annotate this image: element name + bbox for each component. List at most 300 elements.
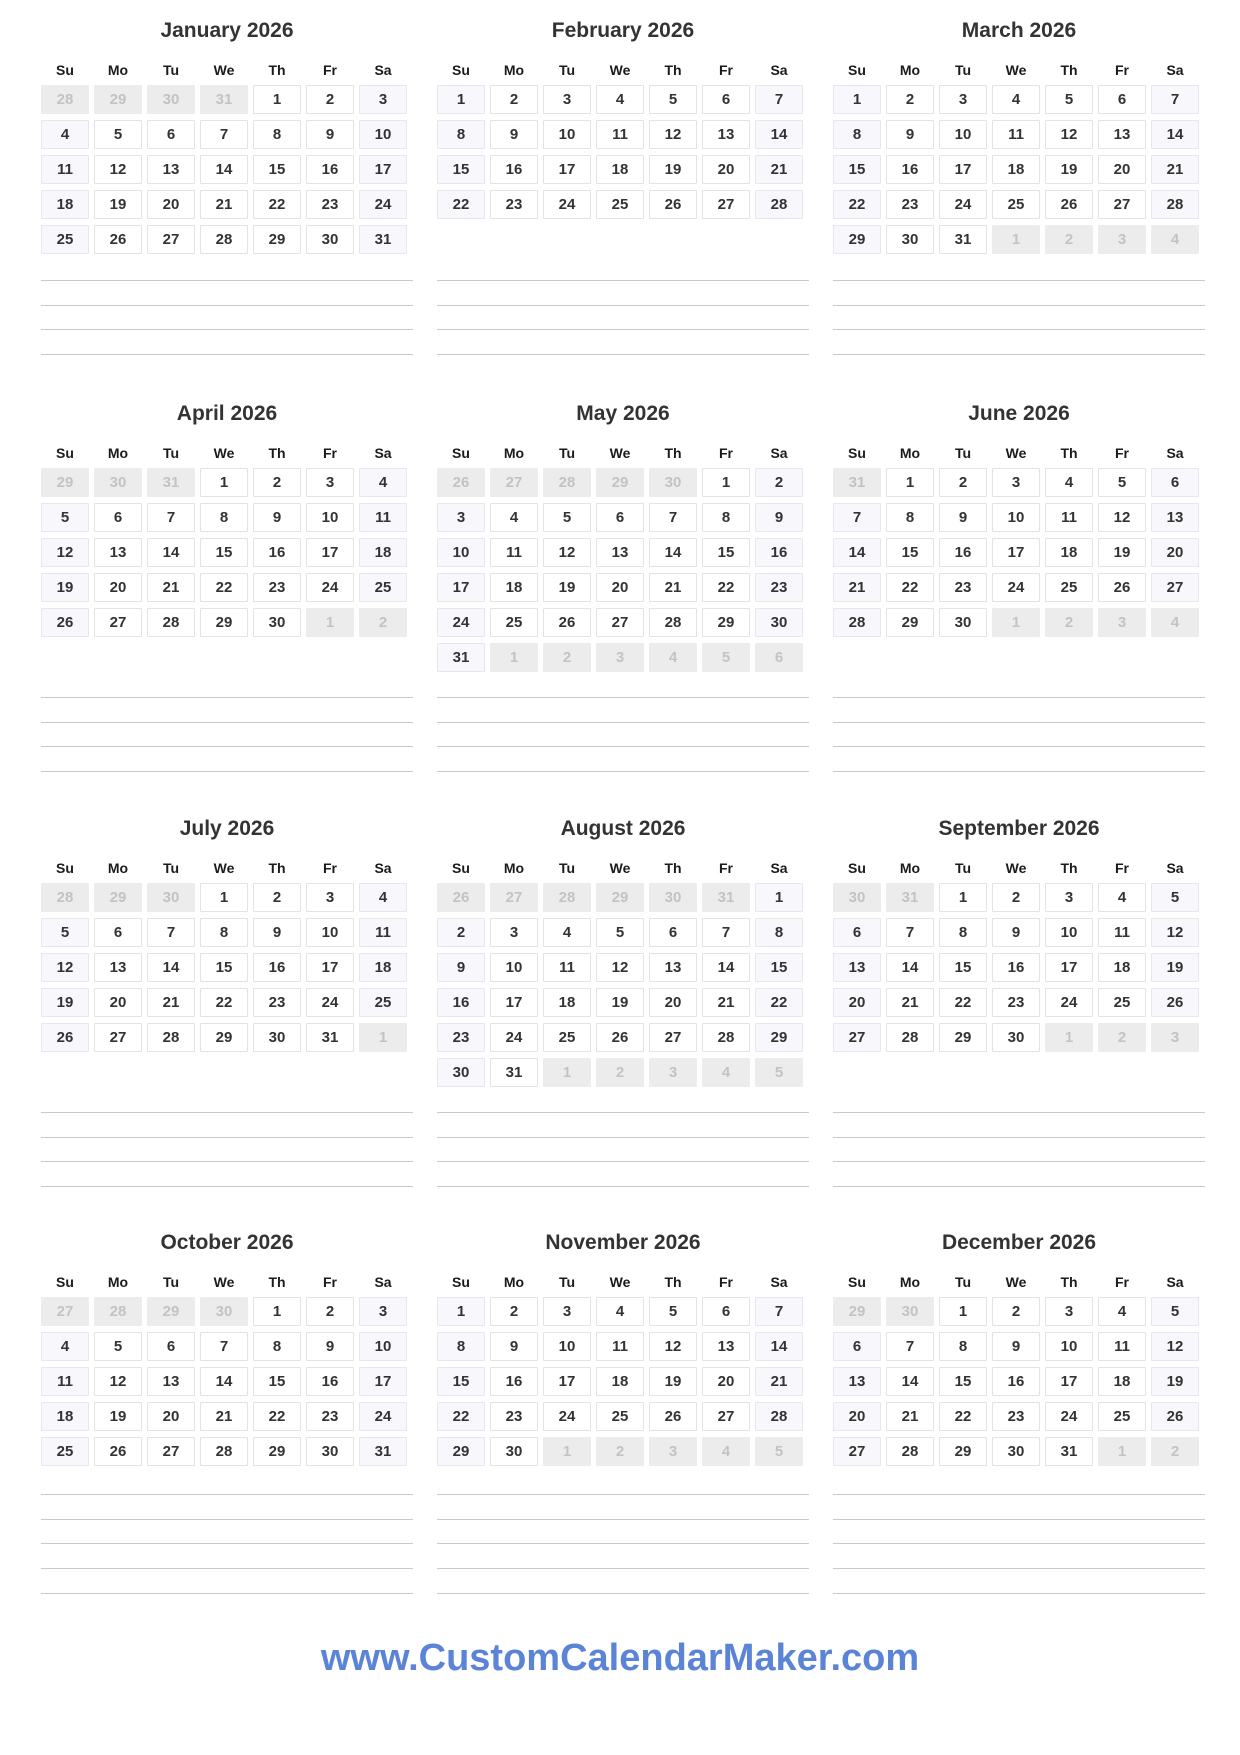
day-cell: 15 [437, 155, 485, 184]
day-cell: 1 [833, 85, 881, 114]
day-cell: 23 [490, 1402, 538, 1431]
month-title: March 2026 [961, 19, 1077, 42]
day-cell: 4 [41, 1332, 89, 1361]
day-cell: 17 [543, 155, 591, 184]
day-cell: 6 [833, 1332, 881, 1361]
day-cell: 7 [702, 918, 750, 947]
day-cell: 31 [359, 1437, 407, 1466]
month-august-2026 [437, 812, 809, 1087]
day-cell: 11 [41, 155, 89, 184]
day-cell: 29 [253, 225, 301, 254]
day-cell: 13 [147, 155, 195, 184]
day-cell: 19 [41, 988, 89, 1017]
day-cell: 1 [939, 883, 987, 912]
day-cell: 26 [94, 225, 142, 254]
day-cell: 4 [359, 883, 407, 912]
day-cell: 19 [94, 190, 142, 219]
day-cell: 27 [94, 1023, 142, 1052]
weekday-header-fr: Fr [1115, 62, 1129, 78]
day-cell: 29 [939, 1437, 987, 1466]
day-cell-adjacent-month: 28 [543, 468, 591, 497]
day-cell: 13 [94, 538, 142, 567]
day-cell: 24 [306, 573, 354, 602]
weekday-header-fr: Fr [1115, 445, 1129, 461]
day-cell: 22 [833, 190, 881, 219]
day-cell: 11 [359, 918, 407, 947]
month-title: May 2026 [576, 402, 670, 425]
day-cell: 21 [147, 988, 195, 1017]
day-cell: 25 [490, 608, 538, 637]
day-cell: 30 [306, 1437, 354, 1466]
weekday-header-mo: Mo [899, 1274, 921, 1290]
day-cell: 5 [94, 1332, 142, 1361]
note-line [833, 1186, 1205, 1187]
day-cell-adjacent-month: 5 [702, 643, 750, 672]
day-cell: 15 [939, 1367, 987, 1396]
day-cell: 12 [649, 120, 697, 149]
day-cell: 22 [939, 988, 987, 1017]
day-cell-adjacent-month: 2 [596, 1058, 644, 1087]
day-cell-adjacent-month: 31 [886, 883, 934, 912]
weekday-header-su: Su [452, 445, 470, 461]
day-cell: 26 [649, 190, 697, 219]
day-cell: 11 [359, 503, 407, 532]
note-line [437, 280, 809, 281]
day-grid [833, 883, 1205, 1052]
weekday-header-sa: Sa [1166, 1274, 1184, 1290]
day-cell: 12 [1151, 1332, 1199, 1361]
day-cell-adjacent-month: 5 [755, 1058, 803, 1087]
day-cell: 13 [147, 1367, 195, 1396]
day-cell: 2 [992, 883, 1040, 912]
day-cell: 23 [253, 988, 301, 1017]
day-cell: 19 [543, 573, 591, 602]
weekday-header-su: Su [848, 860, 866, 876]
day-cell: 22 [702, 573, 750, 602]
weekday-header-row [437, 858, 809, 878]
day-cell: 30 [437, 1058, 485, 1087]
weekday-header-fr: Fr [323, 445, 337, 461]
day-cell: 31 [1045, 1437, 1093, 1466]
note-line [833, 722, 1205, 723]
weekday-header-mo: Mo [107, 860, 129, 876]
day-cell-adjacent-month: 2 [596, 1437, 644, 1466]
day-cell: 12 [41, 953, 89, 982]
day-cell-adjacent-month: 30 [200, 1297, 248, 1326]
day-cell: 29 [437, 1437, 485, 1466]
day-cell: 26 [649, 1402, 697, 1431]
day-cell: 9 [253, 918, 301, 947]
weekday-header-su: Su [848, 1274, 866, 1290]
day-cell: 17 [992, 538, 1040, 567]
day-cell: 18 [490, 573, 538, 602]
day-cell: 28 [200, 225, 248, 254]
weekday-header-we: We [213, 860, 235, 876]
day-cell: 19 [1151, 953, 1199, 982]
day-cell: 29 [939, 1023, 987, 1052]
day-cell: 29 [200, 608, 248, 637]
day-cell: 16 [755, 538, 803, 567]
day-cell: 27 [702, 1402, 750, 1431]
day-cell: 9 [306, 120, 354, 149]
weekday-header-we: We [609, 445, 631, 461]
month-september-2026 [833, 812, 1205, 1052]
day-cell: 24 [543, 1402, 591, 1431]
day-cell: 5 [649, 85, 697, 114]
day-cell: 7 [200, 1332, 248, 1361]
day-cell: 10 [1045, 1332, 1093, 1361]
weekday-header-th: Th [268, 62, 286, 78]
day-cell: 4 [490, 503, 538, 532]
weekday-header-tu: Tu [558, 860, 576, 876]
day-cell: 1 [437, 1297, 485, 1326]
day-cell: 16 [939, 538, 987, 567]
note-line [437, 1161, 809, 1162]
day-cell: 17 [1045, 953, 1093, 982]
day-cell: 23 [306, 190, 354, 219]
day-cell: 11 [41, 1367, 89, 1396]
day-cell: 13 [833, 953, 881, 982]
day-cell: 26 [94, 1437, 142, 1466]
day-cell: 20 [94, 988, 142, 1017]
day-cell: 19 [1151, 1367, 1199, 1396]
weekday-header-sa: Sa [374, 1274, 392, 1290]
day-cell: 4 [992, 85, 1040, 114]
weekday-header-th: Th [664, 62, 682, 78]
day-grid [41, 468, 413, 637]
day-cell: 2 [886, 85, 934, 114]
day-cell: 3 [1045, 1297, 1093, 1326]
day-cell: 27 [147, 225, 195, 254]
day-cell: 7 [833, 503, 881, 532]
day-cell-adjacent-month: 29 [94, 883, 142, 912]
day-cell: 22 [200, 988, 248, 1017]
weekday-header-row [41, 443, 413, 463]
day-cell: 15 [939, 953, 987, 982]
day-cell: 23 [490, 190, 538, 219]
day-cell: 20 [94, 573, 142, 602]
day-cell: 2 [306, 1297, 354, 1326]
day-cell: 7 [886, 918, 934, 947]
weekday-header-row [41, 858, 413, 878]
weekday-header-mo: Mo [503, 62, 525, 78]
day-cell-adjacent-month: 31 [147, 468, 195, 497]
weekday-header-th: Th [664, 1274, 682, 1290]
day-cell: 4 [41, 120, 89, 149]
month-title: December 2026 [941, 1231, 1097, 1254]
weekday-header-row [833, 443, 1205, 463]
month-title: January 2026 [160, 19, 294, 42]
day-cell: 25 [359, 573, 407, 602]
note-line [41, 722, 413, 723]
day-cell-adjacent-month: 30 [833, 883, 881, 912]
note-line [833, 305, 1205, 306]
day-cell: 11 [1098, 918, 1146, 947]
day-cell: 14 [702, 953, 750, 982]
weekday-header-tu: Tu [162, 62, 180, 78]
weekday-header-row [437, 443, 809, 463]
day-cell: 2 [490, 85, 538, 114]
day-cell: 28 [833, 608, 881, 637]
day-cell: 23 [437, 1023, 485, 1052]
day-cell: 22 [437, 1402, 485, 1431]
weekday-header-sa: Sa [770, 1274, 788, 1290]
day-cell: 23 [886, 190, 934, 219]
day-cell: 6 [94, 503, 142, 532]
note-line [41, 697, 413, 698]
day-cell: 16 [437, 988, 485, 1017]
day-cell-adjacent-month: 3 [1098, 608, 1146, 637]
day-grid [833, 468, 1205, 637]
day-cell: 28 [702, 1023, 750, 1052]
note-line [437, 697, 809, 698]
day-cell: 2 [253, 883, 301, 912]
weekday-header-row [437, 60, 809, 80]
day-cell-adjacent-month: 1 [1045, 1023, 1093, 1052]
day-cell: 15 [253, 155, 301, 184]
day-cell: 24 [1045, 1402, 1093, 1431]
note-line [41, 1593, 413, 1594]
day-cell: 21 [1151, 155, 1199, 184]
day-cell: 5 [1098, 468, 1146, 497]
day-cell: 17 [359, 1367, 407, 1396]
day-cell-adjacent-month: 28 [41, 85, 89, 114]
day-cell: 26 [1098, 573, 1146, 602]
day-cell: 27 [702, 190, 750, 219]
day-cell: 19 [649, 1367, 697, 1396]
weekday-header-row [437, 1272, 809, 1292]
day-cell-adjacent-month: 4 [702, 1058, 750, 1087]
day-cell: 1 [253, 85, 301, 114]
note-line [41, 280, 413, 281]
weekday-header-sa: Sa [374, 445, 392, 461]
day-cell: 5 [1151, 1297, 1199, 1326]
day-cell: 27 [147, 1437, 195, 1466]
day-cell: 3 [359, 1297, 407, 1326]
day-cell: 1 [939, 1297, 987, 1326]
day-cell: 12 [596, 953, 644, 982]
weekday-header-mo: Mo [503, 445, 525, 461]
weekday-header-su: Su [56, 62, 74, 78]
day-cell: 29 [886, 608, 934, 637]
weekday-header-su: Su [56, 860, 74, 876]
day-cell: 15 [833, 155, 881, 184]
day-cell: 20 [833, 1402, 881, 1431]
day-cell-adjacent-month: 2 [1098, 1023, 1146, 1052]
day-cell-adjacent-month: 26 [437, 883, 485, 912]
day-cell-adjacent-month: 28 [94, 1297, 142, 1326]
day-cell: 15 [886, 538, 934, 567]
day-grid [41, 883, 413, 1052]
day-cell: 16 [306, 1367, 354, 1396]
note-line [833, 1161, 1205, 1162]
day-cell: 26 [543, 608, 591, 637]
day-cell: 18 [359, 953, 407, 982]
day-cell-adjacent-month: 30 [147, 883, 195, 912]
day-cell: 12 [649, 1332, 697, 1361]
weekday-header-we: We [609, 62, 631, 78]
month-title: October 2026 [160, 1231, 294, 1254]
day-cell: 14 [649, 538, 697, 567]
day-cell: 17 [939, 155, 987, 184]
day-cell-adjacent-month: 1 [543, 1058, 591, 1087]
day-cell: 5 [649, 1297, 697, 1326]
note-line [41, 1186, 413, 1187]
day-cell: 25 [359, 988, 407, 1017]
day-cell: 22 [939, 1402, 987, 1431]
day-cell-adjacent-month: 30 [649, 468, 697, 497]
day-cell-adjacent-month: 4 [1151, 225, 1199, 254]
day-cell: 23 [939, 573, 987, 602]
weekday-header-sa: Sa [374, 62, 392, 78]
day-cell: 29 [833, 225, 881, 254]
day-cell: 4 [543, 918, 591, 947]
day-cell: 3 [306, 883, 354, 912]
weekday-header-th: Th [268, 860, 286, 876]
month-april-2026 [41, 397, 413, 637]
day-cell: 24 [359, 190, 407, 219]
day-cell: 15 [200, 953, 248, 982]
weekday-header-sa: Sa [770, 445, 788, 461]
day-cell: 28 [649, 608, 697, 637]
day-cell: 16 [886, 155, 934, 184]
note-line [41, 1519, 413, 1520]
day-cell: 4 [1098, 1297, 1146, 1326]
weekday-header-we: We [213, 62, 235, 78]
day-cell: 25 [41, 225, 89, 254]
weekday-header-tu: Tu [558, 445, 576, 461]
weekday-header-fr: Fr [719, 62, 733, 78]
day-cell-adjacent-month: 4 [702, 1437, 750, 1466]
day-grid [833, 85, 1205, 254]
day-cell-adjacent-month: 27 [41, 1297, 89, 1326]
weekday-header-su: Su [848, 62, 866, 78]
day-cell: 24 [543, 190, 591, 219]
day-cell: 21 [147, 573, 195, 602]
weekday-header-fr: Fr [1115, 860, 1129, 876]
weekday-header-sa: Sa [1166, 860, 1184, 876]
note-line [41, 1543, 413, 1544]
day-cell: 15 [702, 538, 750, 567]
day-grid [437, 1297, 809, 1466]
note-line [41, 746, 413, 747]
day-cell: 29 [253, 1437, 301, 1466]
day-cell: 12 [41, 538, 89, 567]
day-cell: 31 [437, 643, 485, 672]
day-cell: 25 [1045, 573, 1093, 602]
note-line [437, 771, 809, 772]
day-cell: 3 [306, 468, 354, 497]
weekday-header-tu: Tu [162, 1274, 180, 1290]
day-cell: 27 [833, 1023, 881, 1052]
weekday-header-su: Su [56, 1274, 74, 1290]
day-cell: 21 [886, 1402, 934, 1431]
day-cell: 8 [437, 1332, 485, 1361]
weekday-header-tu: Tu [954, 445, 972, 461]
day-cell: 29 [755, 1023, 803, 1052]
day-cell: 20 [833, 988, 881, 1017]
day-cell-adjacent-month: 31 [702, 883, 750, 912]
day-cell: 5 [41, 503, 89, 532]
month-january-2026 [41, 14, 413, 254]
weekday-header-row [833, 60, 1205, 80]
month-december-2026 [833, 1226, 1205, 1466]
day-cell: 14 [833, 538, 881, 567]
day-cell: 21 [755, 155, 803, 184]
day-cell: 3 [359, 85, 407, 114]
day-cell: 19 [596, 988, 644, 1017]
day-cell: 18 [41, 1402, 89, 1431]
day-cell: 6 [649, 918, 697, 947]
day-cell: 16 [992, 1367, 1040, 1396]
day-cell: 18 [41, 190, 89, 219]
day-cell: 25 [596, 1402, 644, 1431]
weekday-header-th: Th [664, 860, 682, 876]
day-cell: 7 [200, 120, 248, 149]
day-cell: 3 [992, 468, 1040, 497]
day-cell: 10 [543, 120, 591, 149]
note-line [437, 1543, 809, 1544]
day-cell: 2 [490, 1297, 538, 1326]
day-cell: 13 [94, 953, 142, 982]
note-line [833, 746, 1205, 747]
day-cell: 10 [1045, 918, 1093, 947]
day-cell: 18 [596, 155, 644, 184]
weekday-header-we: We [213, 445, 235, 461]
day-cell: 5 [596, 918, 644, 947]
day-cell: 24 [437, 608, 485, 637]
day-cell: 8 [253, 1332, 301, 1361]
day-cell: 16 [253, 538, 301, 567]
day-cell: 18 [992, 155, 1040, 184]
day-cell: 9 [939, 503, 987, 532]
day-cell: 4 [1098, 883, 1146, 912]
day-cell: 1 [200, 883, 248, 912]
note-line [41, 1494, 413, 1495]
day-cell-adjacent-month: 1 [543, 1437, 591, 1466]
weekday-header-fr: Fr [323, 860, 337, 876]
day-cell: 27 [596, 608, 644, 637]
day-cell: 9 [992, 918, 1040, 947]
month-february-2026 [437, 14, 809, 219]
day-cell-adjacent-month: 6 [755, 643, 803, 672]
day-cell: 28 [147, 608, 195, 637]
weekday-header-th: Th [1060, 1274, 1078, 1290]
day-cell: 19 [649, 155, 697, 184]
day-cell: 22 [200, 573, 248, 602]
day-cell: 1 [886, 468, 934, 497]
weekday-header-mo: Mo [899, 860, 921, 876]
day-cell: 27 [833, 1437, 881, 1466]
note-line [437, 1112, 809, 1113]
footer-link[interactable]: www.CustomCalendarMaker.com [320, 1637, 920, 1679]
weekday-header-th: Th [664, 445, 682, 461]
day-grid [41, 85, 413, 254]
weekday-header-row [833, 858, 1205, 878]
day-cell: 14 [147, 953, 195, 982]
day-grid [41, 1297, 413, 1466]
weekday-header-we: We [1005, 62, 1027, 78]
day-cell: 12 [94, 155, 142, 184]
day-cell: 5 [543, 503, 591, 532]
day-cell: 26 [596, 1023, 644, 1052]
day-cell-adjacent-month: 29 [833, 1297, 881, 1326]
day-cell: 28 [1151, 190, 1199, 219]
day-cell: 9 [490, 1332, 538, 1361]
weekday-header-tu: Tu [162, 445, 180, 461]
day-cell: 21 [755, 1367, 803, 1396]
weekday-header-mo: Mo [107, 62, 129, 78]
